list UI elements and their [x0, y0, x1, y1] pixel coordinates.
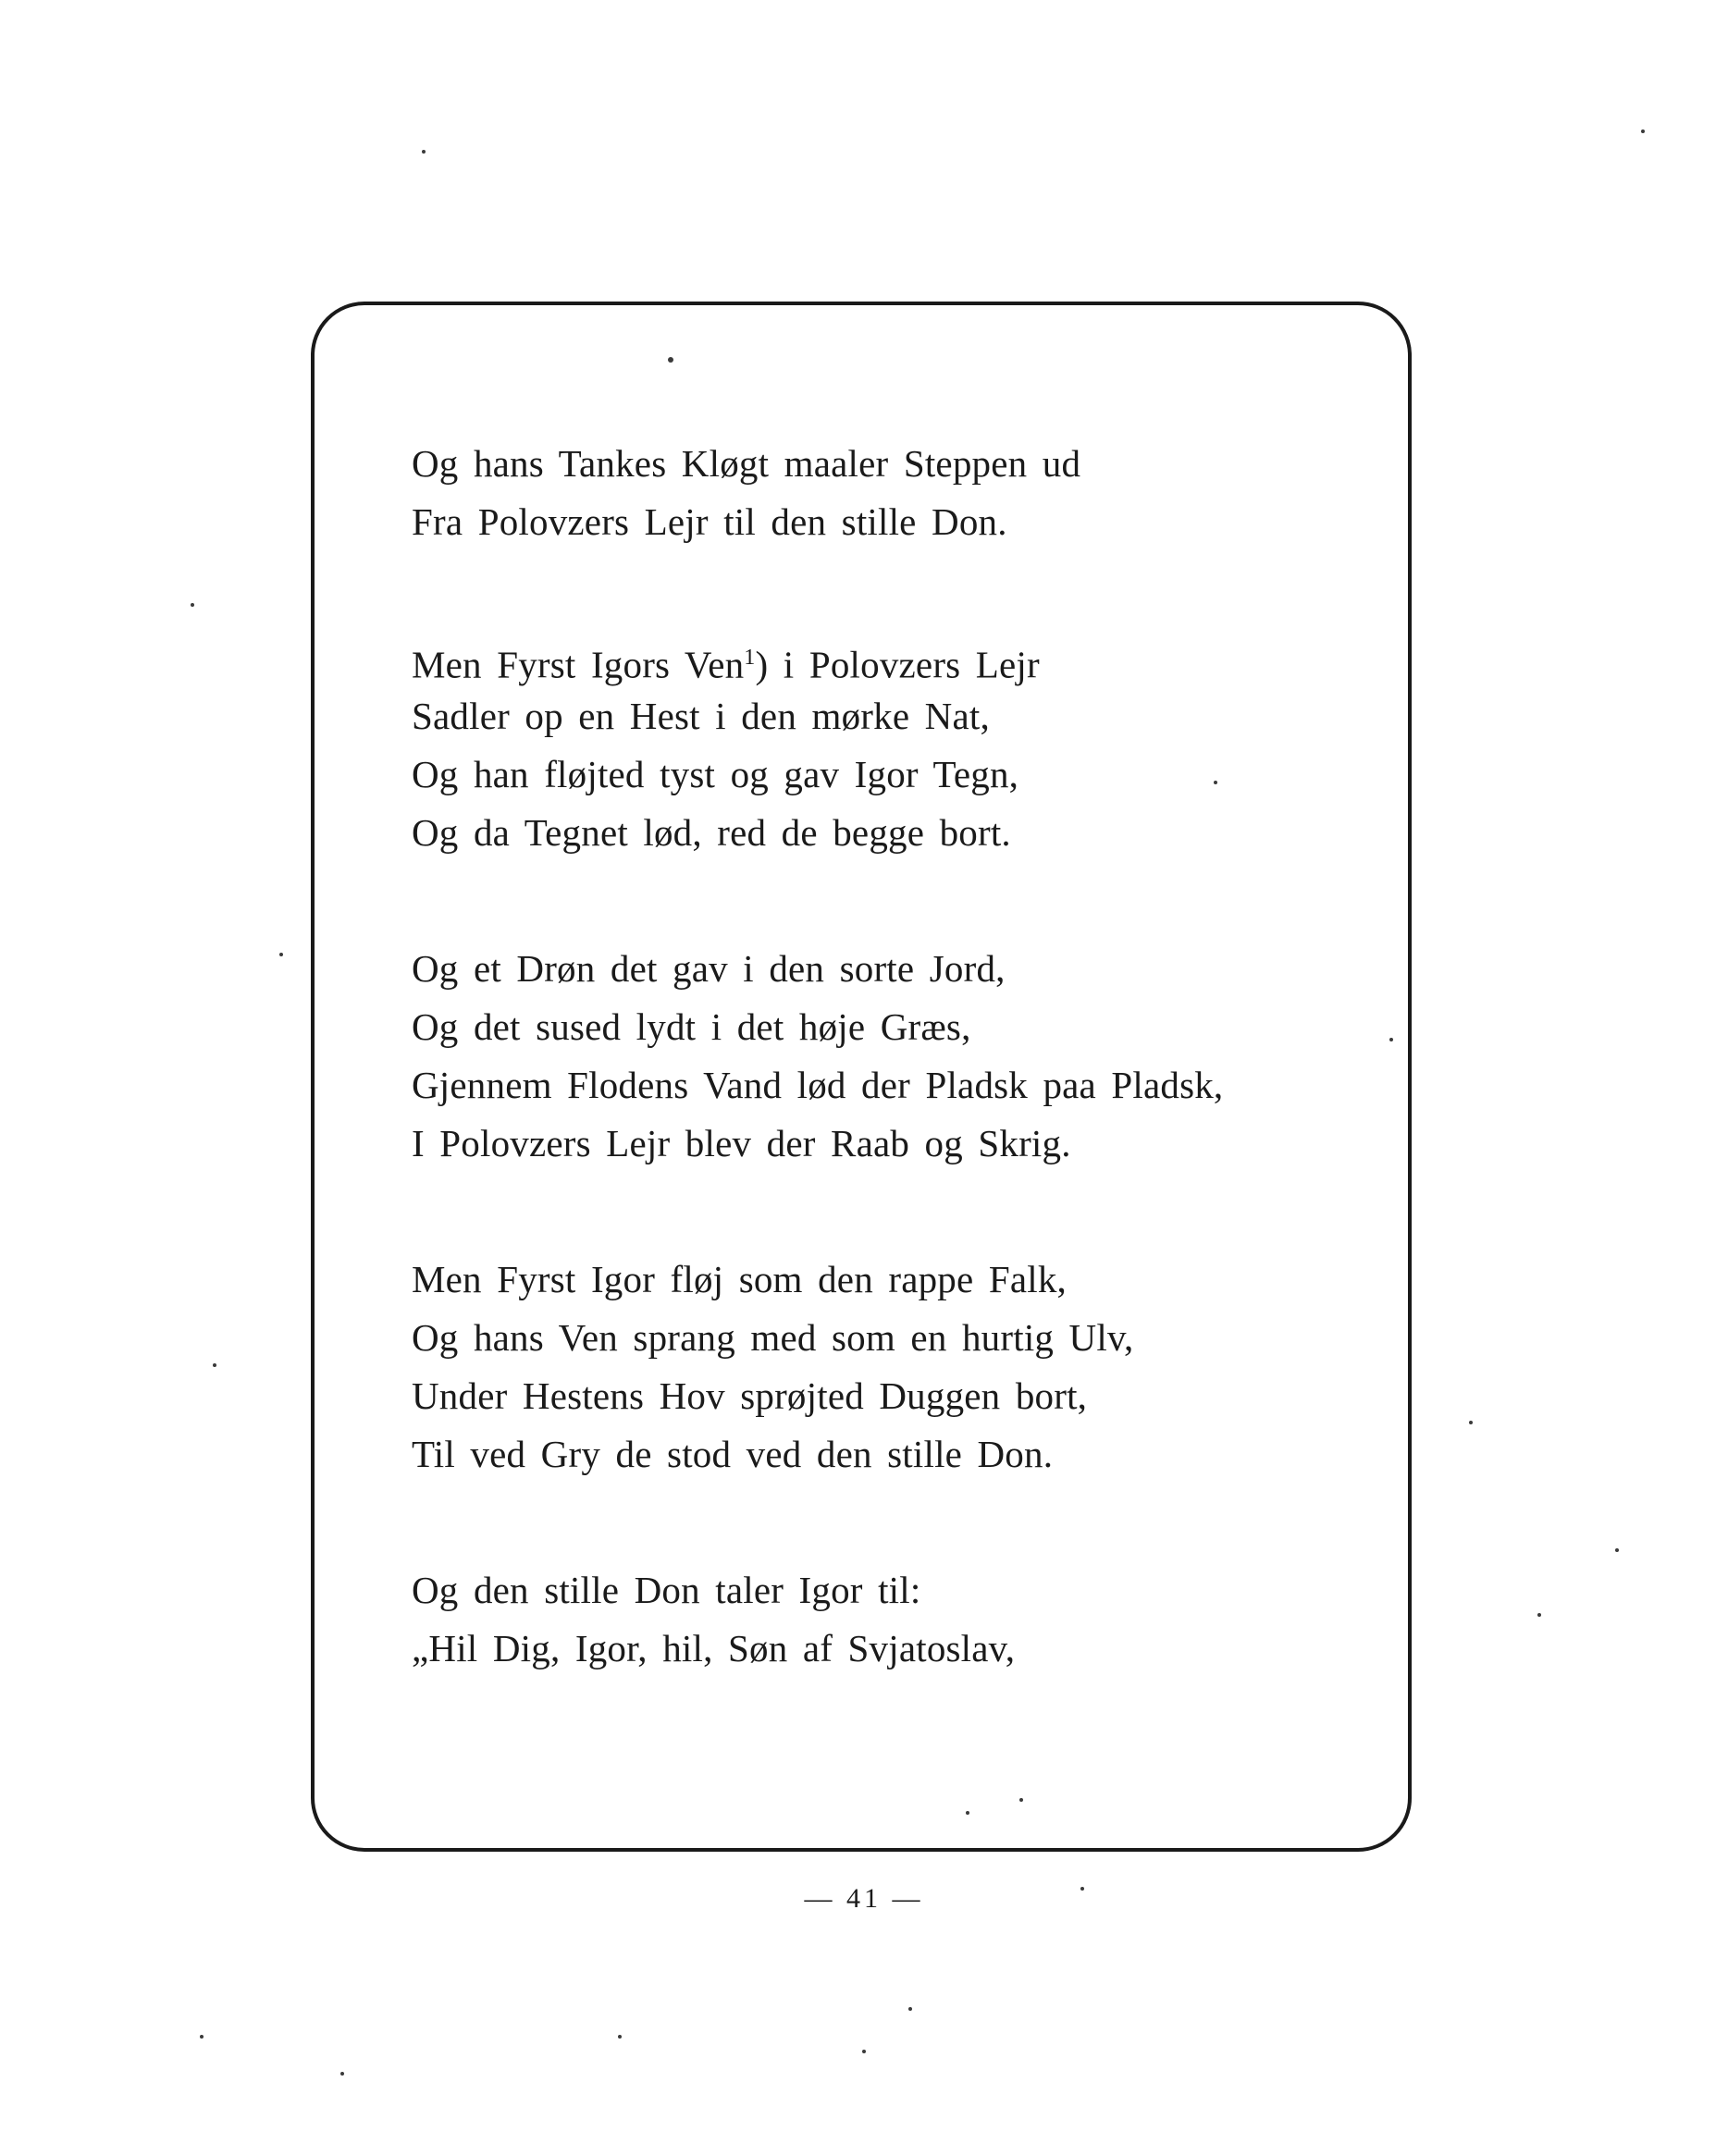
scan-speck — [1389, 1038, 1393, 1041]
scan-speck — [1469, 1421, 1473, 1424]
stanza-4 — [412, 1250, 1355, 1484]
scan-speck — [862, 2050, 866, 2053]
scan-speck — [1080, 1887, 1084, 1891]
poem-text — [412, 435, 1355, 1756]
verse-line: Og han fløjted tyst og gav Igor Tegn, — [412, 753, 1019, 795]
scan-speck — [1537, 1613, 1541, 1617]
scan-speck — [422, 150, 426, 154]
scan-speck — [668, 357, 673, 363]
verse-line: Til ved Gry de stod ved den stille Don. — [412, 1433, 1054, 1475]
scan-speck — [191, 603, 194, 607]
verse-line: Og da Tegnet lød, red de begge bort. — [412, 811, 1011, 854]
verse-line: Men Fyrst Igor fløj som den rappe Falk, — [412, 1258, 1067, 1300]
stanza-2 — [412, 629, 1355, 862]
page-number: — 41 — — [804, 1883, 924, 1914]
footnote-marker: 1 — [744, 646, 756, 670]
stanza-5 — [412, 1561, 1355, 1678]
scan-speck — [1615, 1548, 1619, 1552]
verse-line: Og den stille Don taler Igor til: — [412, 1569, 921, 1611]
scan-speck — [966, 1811, 969, 1815]
verse-line-start: Men Fyrst Igors Ven — [412, 643, 745, 686]
verse-line: Og det sused lydt i det høje Græs, — [412, 1005, 971, 1048]
scan-speck — [200, 2035, 204, 2039]
scan-speck — [213, 1363, 216, 1367]
verse-line: Og et Drøn det gav i den sorte Jord, — [412, 947, 1006, 990]
verse-line: Gjennem Flodens Vand lød der Pladsk paa Pladsk, — [412, 1064, 1224, 1106]
verse-line: Og hans Tankes Kløgt maaler Steppen ud — [412, 442, 1081, 485]
verse-line: I Polovzers Lejr blev der Raab og Skrig. — [412, 1122, 1071, 1164]
verse-line-with-footnote — [412, 629, 1355, 687]
scan-speck — [1641, 129, 1645, 133]
scan-speck — [279, 953, 283, 956]
scan-speck — [618, 2035, 622, 2039]
stanza-1 — [412, 435, 1355, 551]
verse-line-end: ) i Polovzers Lejr — [755, 643, 1040, 686]
verse-line: Og hans Ven sprang med som en hurtig Ulv, — [412, 1316, 1134, 1359]
verse-line: „Hil Dig, Igor, hil, Søn af Svjatoslav, — [412, 1627, 1016, 1669]
scan-speck — [340, 2072, 344, 2076]
scan-speck — [908, 2007, 912, 2011]
verse-line: Under Hestens Hov sprøjted Duggen bort, — [412, 1374, 1088, 1417]
scan-speck — [1019, 1798, 1023, 1802]
verse-line: Sadler op en Hest i den mørke Nat, — [412, 695, 990, 737]
scan-speck — [1214, 781, 1217, 784]
verse-line: Fra Polovzers Lejr til den stille Don. — [412, 500, 1007, 543]
stanza-3 — [412, 940, 1355, 1173]
